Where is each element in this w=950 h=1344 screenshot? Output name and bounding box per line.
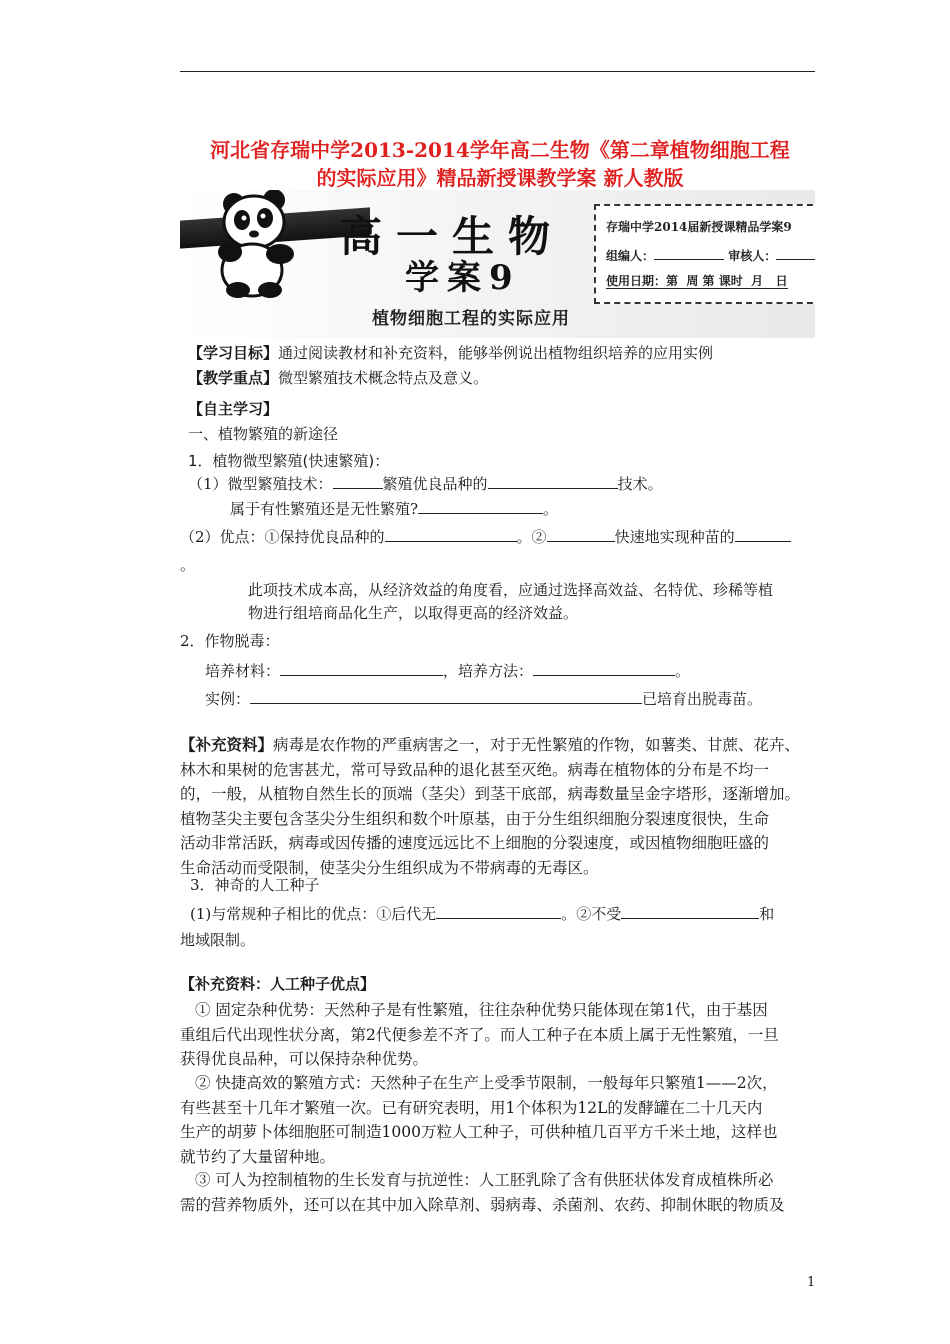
fill-blank[interactable] — [418, 499, 543, 514]
section-1-heading: 一、植物繁殖的新途径 — [188, 425, 339, 443]
title-line-1: 河北省存瑞中学2013-2014学年高二生物《第二章植物细胞工程 — [210, 138, 790, 162]
fill-blank[interactable] — [385, 527, 517, 542]
learning-objective: 【学习目标】通过阅读教材和补充资料，能够举例说出植物组织培养的应用实例 — [188, 344, 714, 362]
self-study-heading: 【自主学习】 — [188, 400, 279, 418]
item-2-example: 实例： 已培育出脱毒苗。 — [205, 690, 763, 708]
reviewer-blank — [776, 246, 815, 260]
note-1-line-1: 此项技术成本高，从经济效益的角度看，应通过选择高效益、名特优、珍稀等植 — [248, 581, 774, 599]
supplement-2-heading: 【补充资料：人工种子优点】 — [180, 975, 376, 993]
item-3-1-end: 地域限制。 — [180, 931, 256, 949]
item-1-3: （2）优点：①保持优良品种的 。② 快速地实现种苗的 — [180, 527, 791, 546]
item-1-1: （1）微型繁殖技术： 繁殖优良品种的 技术。 — [188, 475, 663, 493]
advantage-1: ① 固定杂种优势：天然种子是有性繁殖，往往杂种优势只能体现在第1代，由于基因 重组后代出现性状分离，第2代便参差不齐了。而人工种子在本质上属于无性繁殖，一旦 获得优良品种，可以保持杂种优势。 — [180, 1001, 779, 1068]
info-box-staff: 组编人： 审核人： — [606, 246, 815, 264]
fill-blank[interactable] — [621, 904, 759, 919]
item-3-1: (1)与常规种子相比的优点：①后代无 。②不受 和 — [190, 905, 775, 923]
item-2-heading: 2．作物脱毒： — [180, 632, 280, 650]
supplement-1: 【补充资料】病毒是农作物的严重病害之一，对于无性繁殖的作物，如薯类、甘蔗、花卉、 林木和果树的危害甚尤，常可导致品种的退化甚至灭绝。病毒在植物体的分布是不均一 的，一般，从植物自然生长的顶端（茎尖）到茎干底部，病毒数量呈金字塔形，逐渐增加。 植物茎尖主要包含茎尖分生组织和数个叶原基，由于分生组织细胞分裂速度很快，生命 活动非常活跃，病毒或因传播的速度远远比不上细胞的分裂速度，或因植物细胞旺盛的 生命活动而受限制，使茎尖分生组织成为不带病毒的无毒区。 — [180, 735, 801, 877]
advantage-2: ② 快捷高效的繁殖方式：天然种子在生产上受季节限制，一般每年只繁殖1——2次， 有些甚至十几年才繁殖一次。已有研究表明，用1个体积为12L的发酵罐在二十几天内 生产的胡萝卜体细胞胚可制造1000万粒人工种子，可供种植几百平方千米土地，这样也 就节约了大量留种地。 — [180, 1074, 778, 1166]
fill-blank[interactable] — [280, 661, 443, 676]
editor-blank — [654, 246, 724, 260]
page-number: 1 — [807, 1275, 816, 1290]
fill-blank[interactable] — [547, 527, 615, 542]
item-1-3-end: 。 — [180, 556, 196, 574]
info-box-date: 使用日期：第 周 第 课时 月 日 — [606, 274, 788, 288]
panda-icon — [202, 190, 322, 300]
banner-heading: 高一生物 — [340, 212, 565, 261]
header-rule — [180, 71, 815, 72]
note-1-line-2: 物进行组培商品化生产，以取得更高的经济效益。 — [248, 604, 579, 622]
fill-blank[interactable] — [533, 661, 675, 676]
header-banner — [180, 190, 815, 338]
item-1-2: 属于有性繁殖还是无性繁殖? 。 — [230, 500, 559, 518]
item-1-heading: 1．植物微型繁殖(快速繁殖)： — [188, 452, 390, 470]
advantage-3: ③ 可人为控制植物的生长发育与抗逆性：人工胚乳除了含有供胚状体发育成植株所必 需的营养物质外，还可以在其中加入除草剂、弱病毒、杀菌剂、农药、抑制休眠的物质及 — [180, 1171, 785, 1214]
teaching-focus: 【教学重点】微型繁殖技术概念特点及意义。 — [188, 369, 489, 387]
fill-blank[interactable] — [333, 474, 383, 489]
fill-blank[interactable] — [436, 904, 561, 919]
fill-blank[interactable] — [488, 474, 618, 489]
banner-case-number: 学案9 — [405, 258, 521, 298]
fill-blank[interactable] — [735, 527, 791, 542]
title-line-2: 的实际应用》精品新授课教学案 新人教版 — [316, 166, 684, 190]
banner-subtitle: 植物细胞工程的实际应用 — [372, 309, 570, 329]
fill-blank[interactable] — [250, 689, 642, 704]
info-box-title: 存瑞中学2014届新授课精品学案9 — [606, 220, 792, 234]
item-2-material: 培养材料： ，培养方法： 。 — [205, 662, 691, 680]
item-3-heading: 3．神奇的人工种子 — [190, 876, 320, 894]
info-box — [594, 204, 815, 304]
document-title — [150, 136, 850, 192]
